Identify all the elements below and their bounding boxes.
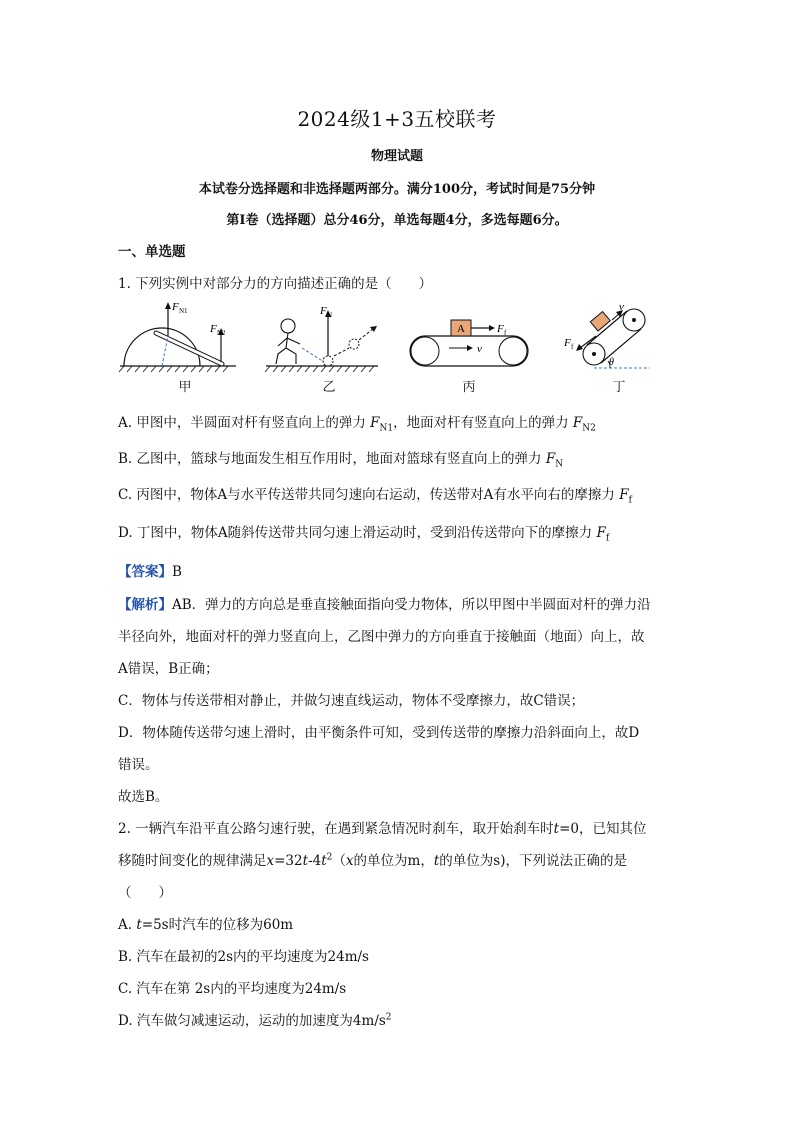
q2-option-a-t: t (136, 917, 142, 933)
q1-option-c-text: C. 丙图中，物体A与水平传送带共同匀速向右运动，传送带对A有水平向右的摩擦力 (118, 487, 615, 503)
q1-answer (118, 560, 182, 580)
exam-note-2: 第I卷（选择题）总分46分，单选每题4分，多选每题6分。 (226, 213, 568, 228)
ding-ff-label: F (564, 337, 571, 349)
q1-analysis-line-5: D．物体随传送带匀速上滑时，由平衡条件可知，受到传送带的摩擦力沿斜面向上，故D (118, 725, 640, 741)
q2-stem-2i: x (345, 853, 354, 869)
analysis-text-1: AB．弹力的方向总是垂直接触面指向受力物体，所以甲图中半圆面对杆的弹力沿 (172, 597, 651, 613)
q1-option-c-f-sub: f (628, 495, 632, 506)
figure-bing-drawing (405, 298, 535, 378)
q2-stem-2a: 移随时间变化的规律满足 (118, 853, 267, 869)
ding-theta-label: θ (609, 357, 614, 368)
q1-option-d-f: F (596, 525, 606, 541)
q2-stem-2d: t (302, 853, 309, 869)
ding-ff-subscript: f (571, 343, 574, 351)
q2-stem-line-1 (118, 817, 647, 837)
figure-yi-drawing (262, 298, 382, 378)
q2-stem-line-3: （ ） (118, 885, 172, 901)
q1-option-b-f-sub: N (555, 459, 564, 470)
section-heading: 一、单选题 (118, 244, 186, 260)
q2-stem-line-2 (118, 849, 627, 869)
q1-stem: 1. 下列实例中对部分力的方向描述正确的是（ ） (118, 276, 433, 292)
answer-tag: 【答案】 (118, 564, 172, 580)
q2-option-b: B. 汽车在最初的2s内的平均速度为24m/s (118, 949, 369, 965)
q1-option-b (118, 447, 563, 470)
q1-option-a-f2-sub: N2 (582, 423, 596, 434)
jia-fn2-label: F (210, 323, 217, 335)
figure-jia-caption: 甲 (178, 380, 192, 395)
q2-stem-1c: =0，已知其位 (559, 821, 647, 837)
q2-stem-2e: -4 (308, 853, 322, 869)
q2-option-c: C. 汽车在第 2s内的平均速度为24m/s (118, 981, 347, 997)
figure-bing-caption: 丙 (462, 380, 476, 395)
jia-fn2-subscript: N2 (217, 329, 226, 337)
q2-stem-2g: 2 (326, 852, 333, 863)
figure-ding-caption: 丁 (612, 380, 626, 395)
figure-yi-caption: 乙 (322, 380, 336, 395)
yi-fn-subscript: N (327, 311, 333, 319)
answer-value: B (172, 564, 182, 580)
q2-option-d-text: D. 汽车做匀减速运动，运动的加速度为4m/s (118, 1013, 386, 1029)
jia-fn1-subscript: N1 (179, 307, 188, 315)
q2-stem-2c: =32 (274, 853, 303, 869)
q2-stem-1b: t (553, 821, 560, 837)
q1-option-b-text: B. 乙图中，篮球与地面发生相互作用时，地面对篮球有竖直向上的弹力 (118, 451, 542, 467)
q2-stem-2f: t (321, 853, 327, 869)
q2-stem-2h: （ (332, 853, 346, 869)
q2-option-a (118, 913, 293, 933)
q1-option-a-text: A. 甲图中，半圆面对杆有竖直向上的弹力 (118, 415, 366, 431)
figure-jia (118, 298, 238, 378)
jia-fn1-label: F (172, 301, 179, 313)
q1-option-a-f1-sub: N1 (379, 423, 394, 434)
figure-jia-drawing (118, 298, 238, 378)
q1-analysis-line-4: C．物体与传送带相对静止，并做匀速直线运动，物体不受摩擦力，故C错误； (118, 693, 585, 709)
q2-stem-2j: 的单位为m， (353, 853, 434, 869)
q1-option-a-f1: F (370, 415, 380, 431)
figure-yi (262, 298, 382, 378)
q2-option-d (118, 1009, 392, 1029)
q1-option-c (118, 483, 632, 506)
q1-option-d-f-sub: f (605, 533, 610, 544)
q2-stem-1a: 2. 一辆汽车沿平直公路匀速行驶，在遇到紧急情况时刹车，取开始刹车时 (118, 821, 554, 837)
q1-analysis-line-6: 错误。 (118, 757, 159, 773)
figure-ding-drawing (562, 298, 662, 378)
bing-ff-label: F (497, 323, 504, 335)
q1-option-a-f2: F (572, 415, 583, 431)
q2-stem-2k: t (433, 853, 440, 869)
q2-option-a-label: A. (118, 917, 137, 933)
q2-option-d-sup: 2 (385, 1012, 392, 1023)
q1-option-a (118, 411, 596, 434)
q1-option-b-f: F (545, 451, 556, 467)
bing-box-label: A (457, 323, 465, 335)
q1-option-d (118, 521, 609, 544)
q1-option-a-text-2: ，地面对杆有竖直向上的弹力 (393, 415, 569, 431)
figure-ding (562, 298, 662, 378)
exam-title: 2024级1+3五校联考 (297, 107, 497, 131)
q1-option-d-text: D. 丁图中，物体A随斜传送带共同匀速上滑运动时，受到沿传送带向下的摩擦力 (118, 525, 593, 541)
bing-ff-subscript: f (504, 329, 507, 337)
yi-fn-label: F (320, 305, 327, 317)
figure-bing (405, 298, 535, 378)
analysis-tag: 【解析】 (118, 597, 172, 613)
exam-note-1: 本试卷分选择题和非选择题两部分。满分100分，考试时间是75分钟 (198, 182, 596, 197)
q1-option-c-f: F (619, 487, 629, 503)
ding-v-label: v (619, 301, 624, 313)
q2-stem-2l: 的单位为s)，下列说法正确的是 (439, 853, 627, 869)
q1-analysis-line-1 (118, 593, 651, 613)
subject-title: 物理试题 (370, 149, 423, 164)
q1-analysis-line-3: A错误，B正确； (118, 661, 219, 677)
q2-option-a-text: =5s时汽车的位移为60m (141, 917, 294, 933)
q1-analysis-line-2: 半径向外，地面对杆的弹力竖直向上，乙图中弹力的方向垂直于接触面（地面）向上，故 (118, 629, 645, 645)
q1-analysis-line-7: 故选B。 (118, 789, 169, 805)
q2-stem-2b: x (266, 853, 275, 869)
bing-v-label: v (477, 343, 482, 355)
